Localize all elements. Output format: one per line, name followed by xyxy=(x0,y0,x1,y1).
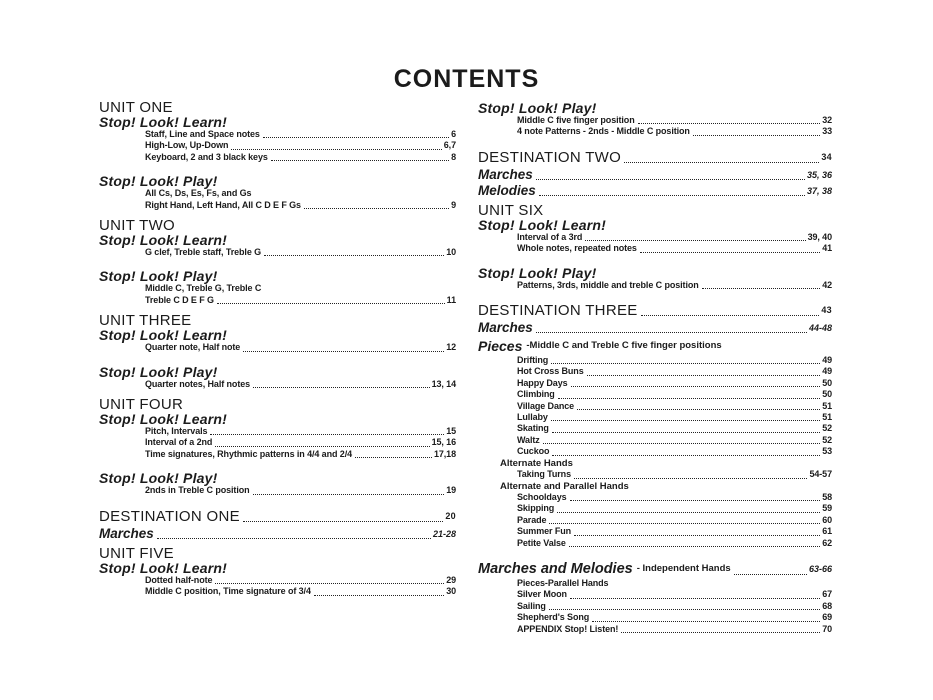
toc-label: Happy Days xyxy=(517,377,568,388)
toc-label: DESTINATION THREE xyxy=(478,302,638,320)
toc-label: UNIT FIVE xyxy=(99,544,174,562)
toc-label: 2nds in Treble C position xyxy=(145,485,250,496)
toc-label: Quarter notes, Half notes xyxy=(145,378,251,389)
leader-dots xyxy=(574,534,820,536)
toc-section-heading xyxy=(99,471,456,485)
toc-label: Cuckoo xyxy=(517,446,550,457)
toc-unit-heading xyxy=(99,219,456,233)
toc-page-number: 44-48 xyxy=(808,323,832,334)
leader-dots xyxy=(253,493,445,495)
toc-entry xyxy=(99,152,456,163)
toc-entry xyxy=(99,575,456,586)
toc-label: 4 note Patterns - 2nds - Middle C position xyxy=(517,126,690,137)
toc-entry xyxy=(478,492,832,503)
leader-dots xyxy=(263,136,449,138)
toc-label: Drifting xyxy=(517,355,549,366)
leader-dots xyxy=(551,362,820,364)
toc-unit-heading xyxy=(99,101,456,115)
toc-label: Hot Cross Buns xyxy=(517,366,584,377)
toc-entry xyxy=(99,247,456,258)
toc-label: DESTINATION TWO xyxy=(478,148,622,166)
toc-label: Middle C five finger position xyxy=(517,115,635,125)
leader-dots xyxy=(157,537,431,539)
toc-page-number: 67 xyxy=(822,589,832,600)
leader-dots xyxy=(552,454,820,456)
toc-page-number: 51 xyxy=(822,412,832,423)
toc-label: Stop! Look! Learn! xyxy=(99,232,228,249)
leader-dots xyxy=(549,522,820,524)
toc-entry xyxy=(478,435,832,446)
leader-dots xyxy=(585,239,805,241)
toc-label: Stop! Look! Play! xyxy=(99,173,218,190)
toc-page-number: 37, 38 xyxy=(806,185,832,196)
toc-page-number: 60 xyxy=(822,514,832,525)
toc-label: Stop! Look! Play! xyxy=(99,470,218,487)
toc-page-number: 50 xyxy=(822,377,832,388)
toc-label: UNIT TWO xyxy=(99,217,176,235)
toc-page-number: 59 xyxy=(822,503,832,514)
toc-label-suffix: - Independent Hands xyxy=(636,562,731,574)
toc-entry xyxy=(478,538,832,549)
toc-label: Climbing xyxy=(517,389,555,400)
leader-dots xyxy=(640,251,820,253)
toc-entry xyxy=(478,389,832,400)
toc-label: Marches xyxy=(99,525,154,541)
toc-label: Quarter note, Half note xyxy=(145,342,241,353)
toc-unit-heading xyxy=(99,398,456,412)
toc-category-entry xyxy=(478,167,832,183)
toc-label: Village Dance xyxy=(517,400,575,411)
toc-page-number: 61 xyxy=(822,526,832,537)
toc-page-number: 8 xyxy=(451,151,456,162)
leader-dots xyxy=(571,385,821,387)
toc-section-heading xyxy=(478,218,832,232)
toc-entry xyxy=(99,295,456,306)
toc-label: Pieces-Parallel Hands xyxy=(517,577,609,588)
leader-dots xyxy=(624,161,819,163)
toc-destination-heading xyxy=(99,508,456,525)
toc-entry xyxy=(478,589,832,600)
toc-label: Stop! Look! Learn! xyxy=(99,411,228,428)
toc-page-number: 35, 36 xyxy=(806,169,832,180)
leader-dots xyxy=(587,374,821,376)
leader-dots xyxy=(231,148,441,150)
toc-page-number: 49 xyxy=(822,366,832,377)
leader-dots xyxy=(217,302,445,304)
toc-entry xyxy=(478,446,832,457)
toc-label: Petite Valse xyxy=(517,537,566,548)
toc-label: Staff, Line and Space notes xyxy=(145,129,260,139)
toc-entry xyxy=(478,366,832,377)
toc-entry xyxy=(99,379,456,390)
toc-page-number: 34 xyxy=(821,151,832,162)
toc-entry xyxy=(99,586,456,597)
toc-destination-heading xyxy=(478,149,832,166)
toc-entry xyxy=(478,515,832,526)
leader-dots xyxy=(536,331,807,333)
toc-section-heading xyxy=(99,269,456,283)
toc-entry xyxy=(99,140,456,151)
toc-section-heading xyxy=(478,266,832,280)
leader-dots xyxy=(570,597,820,599)
toc-subheading xyxy=(478,481,832,492)
leader-dots xyxy=(734,573,807,575)
toc-page-number: 17,18 xyxy=(433,448,456,459)
leader-dots xyxy=(569,545,820,547)
toc-category-entry xyxy=(478,183,832,199)
toc-entry xyxy=(478,115,832,126)
toc-entry xyxy=(478,355,832,366)
leader-dots xyxy=(253,386,430,388)
toc-label: Alternate and Parallel Hands xyxy=(500,480,629,492)
toc-label: DESTINATION ONE xyxy=(99,507,240,525)
toc-pieces-heading xyxy=(478,337,832,355)
leader-dots xyxy=(215,445,429,447)
toc-entry xyxy=(99,283,456,294)
toc-section-heading xyxy=(99,365,456,379)
toc-section-heading xyxy=(99,115,456,129)
toc-label: UNIT SIX xyxy=(478,201,544,219)
toc-label: Summer Fun xyxy=(517,526,572,537)
toc-subheading xyxy=(478,458,832,469)
toc-label: Taking Turns xyxy=(517,469,571,480)
toc-label: Keyboard, 2 and 3 black keys xyxy=(145,151,268,162)
leader-dots xyxy=(552,431,820,433)
toc-page-number: 63-66 xyxy=(808,563,832,574)
toc-label: Marches and Melodies xyxy=(478,560,633,577)
leader-dots xyxy=(549,608,820,610)
toc-label: Sailing xyxy=(517,600,546,611)
leader-dots xyxy=(539,194,805,196)
leader-dots xyxy=(638,122,821,124)
toc-label: Alternate Hands xyxy=(500,457,573,469)
toc-page-number: 70 xyxy=(822,623,832,634)
toc-entry xyxy=(99,200,456,211)
toc-destination-heading xyxy=(478,302,832,319)
toc-label: Stop! Look! Play! xyxy=(99,268,218,285)
toc-page-number: 68 xyxy=(822,600,832,611)
toc-page-number: 50 xyxy=(822,389,832,400)
toc-label: Stop! Look! Learn! xyxy=(478,216,607,233)
leader-dots xyxy=(570,499,821,501)
toc-label: Skipping xyxy=(517,503,555,514)
toc-section-heading xyxy=(99,174,456,188)
toc-entry xyxy=(478,624,832,635)
toc-entry xyxy=(478,280,832,291)
toc-entry xyxy=(478,412,832,423)
toc-unit-heading xyxy=(99,544,456,562)
toc-entry xyxy=(99,129,456,140)
toc-label: UNIT ONE xyxy=(99,99,173,116)
toc-page-number: 42 xyxy=(822,279,832,290)
toc-entry xyxy=(99,485,456,496)
leader-dots xyxy=(314,594,444,596)
toc-section-heading xyxy=(99,328,456,342)
toc-page-number: 10 xyxy=(446,247,456,258)
toc-entry xyxy=(478,612,832,623)
toc-page-number: 41 xyxy=(822,243,832,254)
toc-entry xyxy=(478,401,832,412)
toc-entry xyxy=(478,232,832,243)
leader-dots xyxy=(271,159,449,161)
toc-page-number: 32 xyxy=(822,115,832,125)
toc-page-number: 11 xyxy=(446,294,456,305)
toc-label: Middle C position, Time signature of 3/4 xyxy=(145,586,311,597)
toc-label: High-Low, Up-Down xyxy=(145,140,229,151)
toc-page-number: 6 xyxy=(451,129,456,139)
toc-page-number: 20 xyxy=(445,510,456,521)
leader-dots xyxy=(621,631,820,633)
toc-label: Treble C D E F G xyxy=(145,294,214,305)
toc-page-number: 39, 40 xyxy=(807,231,832,242)
toc-page-number: 12 xyxy=(446,342,456,353)
toc-page-number: 53 xyxy=(822,446,832,457)
toc-label-suffix: -Middle C and Treble C five finger positions xyxy=(526,340,722,352)
leader-dots xyxy=(243,350,444,352)
toc-entry xyxy=(478,526,832,537)
toc-page-number: 51 xyxy=(822,400,832,411)
leader-dots xyxy=(264,254,444,256)
leader-dots xyxy=(702,287,821,289)
toc-entry xyxy=(99,342,456,353)
toc-entry xyxy=(478,243,832,254)
leader-dots xyxy=(304,207,449,209)
toc-label: Stop! Look! Learn! xyxy=(99,327,228,344)
toc-label: UNIT THREE xyxy=(99,312,192,330)
toc-label: Dotted half-note xyxy=(145,574,213,585)
toc-page-number: 15, 16 xyxy=(431,437,456,448)
toc-unit-heading xyxy=(99,314,456,328)
toc-page-number: 15 xyxy=(446,426,456,437)
toc-entry xyxy=(99,426,456,437)
toc-page-number: 21-28 xyxy=(432,528,456,539)
toc-entry xyxy=(478,126,832,137)
toc-label: Patterns, 3rds, middle and treble C position xyxy=(517,279,699,290)
toc-label: Pitch, Intervals xyxy=(145,426,208,437)
page-title: CONTENTS xyxy=(393,65,540,93)
toc-entry xyxy=(478,578,832,589)
toc-page-number: 49 xyxy=(822,355,832,366)
toc-label: APPENDIX Stop! Listen! xyxy=(517,623,619,634)
toc-entry xyxy=(99,188,456,199)
toc-label: Right Hand, Left Hand, All C D E F Gs xyxy=(145,199,301,210)
toc-label: UNIT FOUR xyxy=(99,396,184,414)
toc-label: Interval of a 2nd xyxy=(145,437,213,448)
toc-label: Middle C, Treble G, Treble C xyxy=(145,283,262,294)
toc-page-number: 13, 14 xyxy=(431,378,456,389)
toc-label: Pieces xyxy=(478,338,523,355)
toc-page-number: 9 xyxy=(451,199,456,210)
toc-label: Silver Moon xyxy=(517,589,567,600)
toc-page-number: 54-57 xyxy=(809,469,832,480)
leader-dots xyxy=(558,397,820,399)
leader-dots xyxy=(210,433,444,435)
toc-page-number: 30 xyxy=(446,586,456,597)
toc-page-number: 6,7 xyxy=(443,140,456,151)
leader-dots xyxy=(641,314,820,316)
toc-page-number: 62 xyxy=(822,537,832,548)
toc-page-number: 43 xyxy=(821,305,832,316)
toc-label: Shepherd's Song xyxy=(517,612,590,623)
toc-section-heading xyxy=(478,101,832,115)
toc-page-number: 33 xyxy=(822,126,832,137)
toc-label: Parade xyxy=(517,514,547,525)
toc-entry xyxy=(99,437,456,448)
toc-entry xyxy=(478,469,832,480)
toc-column-left xyxy=(99,101,456,598)
toc-label: Marches xyxy=(478,320,533,336)
toc-marches-melodies-entry xyxy=(478,560,832,578)
toc-label: Skating xyxy=(517,423,549,434)
toc-label: G clef, Treble staff, Treble G xyxy=(145,247,262,258)
toc-page-number: 58 xyxy=(822,491,832,502)
leader-dots xyxy=(355,456,432,458)
toc-label: Whole notes, repeated notes xyxy=(517,243,637,254)
toc-page-number: 29 xyxy=(446,574,456,585)
toc-category-entry xyxy=(478,320,832,336)
toc-page-number: 52 xyxy=(822,434,832,445)
toc-label: Waltz xyxy=(517,434,540,445)
toc-page-number: 69 xyxy=(822,612,832,623)
toc-label: Stop! Look! Play! xyxy=(478,100,597,116)
toc-entry xyxy=(478,503,832,514)
toc-label: Lullaby xyxy=(517,412,548,423)
toc-section-heading xyxy=(99,412,456,426)
leader-dots xyxy=(577,408,820,410)
toc-page-number: 52 xyxy=(822,423,832,434)
leader-dots xyxy=(693,134,820,136)
leader-dots xyxy=(557,511,820,513)
toc-entry xyxy=(478,601,832,612)
leader-dots xyxy=(543,442,821,444)
toc-category-entry xyxy=(99,526,456,542)
toc-label: Interval of a 3rd xyxy=(517,231,583,242)
toc-label: Stop! Look! Learn! xyxy=(99,114,228,130)
leader-dots xyxy=(243,520,443,522)
toc-label: Schooldays xyxy=(517,491,567,502)
toc-label: Stop! Look! Play! xyxy=(478,264,597,281)
toc-entry xyxy=(478,378,832,389)
toc-section-heading xyxy=(99,561,456,575)
leader-dots xyxy=(536,178,805,180)
toc-unit-heading xyxy=(478,201,832,219)
toc-label: Melodies xyxy=(478,182,536,198)
leader-dots xyxy=(215,582,444,584)
leader-dots xyxy=(551,419,820,421)
toc-label: Marches xyxy=(478,166,533,182)
leader-dots xyxy=(592,620,820,622)
toc-label: Stop! Look! Learn! xyxy=(99,559,228,576)
toc-label: All Cs, Ds, Es, Fs, and Gs xyxy=(145,188,252,199)
toc-entry xyxy=(478,423,832,434)
toc-section-heading xyxy=(99,233,456,247)
toc-column-right xyxy=(478,101,832,635)
toc-page-number: 19 xyxy=(446,485,456,496)
toc-label: Time signatures, Rhythmic patterns in 4/4 and 2/4 xyxy=(145,448,352,459)
toc-entry xyxy=(99,449,456,460)
leader-dots xyxy=(574,477,807,479)
toc-label: Stop! Look! Play! xyxy=(99,363,218,380)
